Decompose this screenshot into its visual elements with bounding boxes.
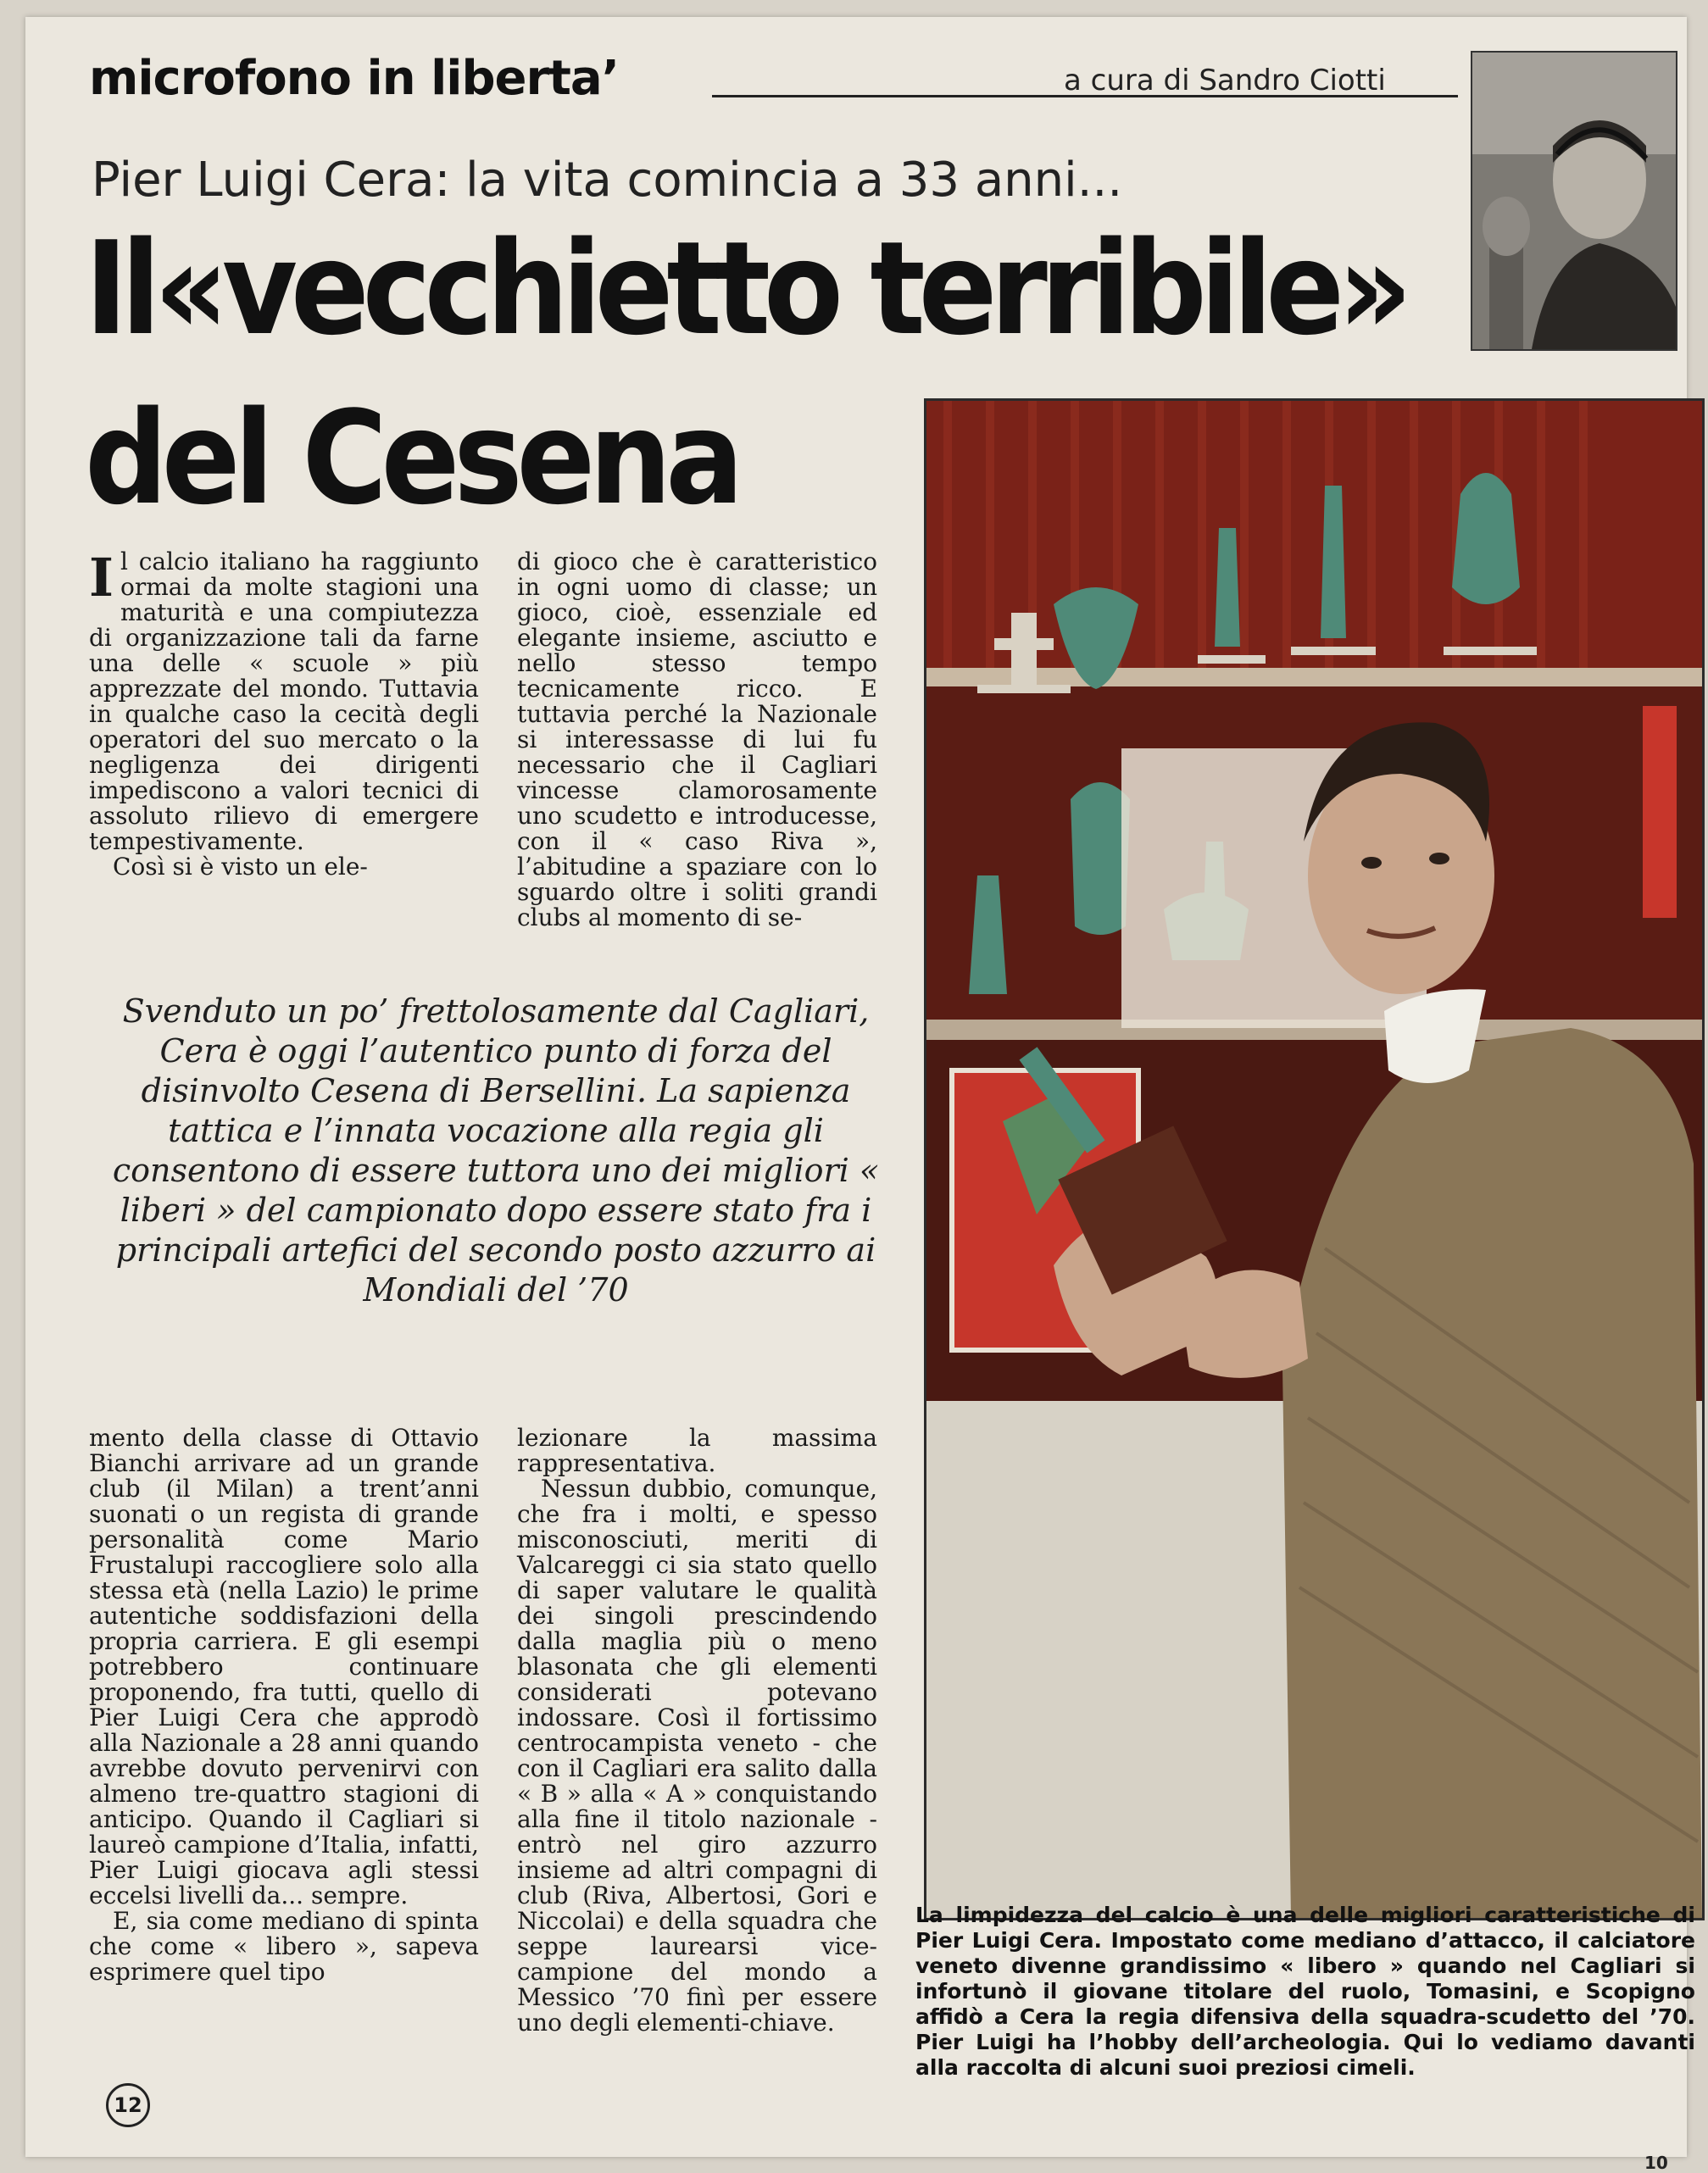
- paragraph: mento della classe di Ottavio Bianchi arrivare ad un grande club (il Milan) a trent’anni suonati o un regista di grande personalità come Mario Frustalupi raccogliere solo alla stessa età (nella Lazio) le prime autentiche soddisfazioni della propria carriera. E gli esempi potrebbero continuare proponendo, fra tutti, quello di Pier Luigi Cera che approdò alla Nazionale a 28 anni quando avrebbe dovuto pervenirvi con almeno tre-quattro stagioni di anticipo. Quando il Cagliari si laureò campione d’Italia, infatti, Pier Luigi giocava agli stessi eccelsi livelli da... sempre.: [89, 1424, 479, 1909]
- lead-standfirst: Svenduto un po’ frettolosamente dal Cagliari, Cera è oggi l’autentico punto di forza del disinvolto Cesena di Bersellini. La sapienza tattica e l’innata vocazione alla regia gli consentono di essere tuttora uno dei migliori « liberi » del campionato dopo essere stato fra i principali artefici del secondo posto azzurro ai Mondiali del ’70: [112, 992, 880, 1309]
- body-column-2: [517, 549, 877, 931]
- article-title-line1: Il«vecchietto terribile»: [85, 214, 1406, 364]
- photo-caption: La limpidezza del calcio è una delle migliori caratteristiche di Pier Luigi Cera. Impostato come mediano d’attacco, il calciatore veneto divenne grandissimo « libero » quando nel Cagliari si infortunò il giovane titolare del ruolo, Tomasini, e Scopigno affidò a Cera la regia difensiva della squadra-scudetto del ’70. Pier Luigi ha l’hobby dell’archeologia. Qui lo vediamo davanti alla raccolta di alcuni suoi preziosi cimeli.: [915, 1903, 1695, 2080]
- paragraph: E, sia come mediano di spinta che come « libero », sapeva esprimere quel tipo: [89, 1907, 479, 1986]
- paragraph: Così si è visto un ele-: [113, 853, 368, 881]
- article-subtitle: Pier Luigi Cera: la vita comincia a 33 anni...: [92, 153, 1123, 208]
- magazine-page: [25, 17, 1695, 2173]
- page-number: 12: [106, 2083, 150, 2127]
- article-title-line2: del Cesena: [85, 383, 738, 533]
- drop-cap: I: [89, 547, 114, 609]
- paragraph: Nessun dubbio, comunque, che fra i molti, e spesso misconosciuti, meriti di Valcareggi ci sia stato quello di saper valutare le qualità dei singoli prescindendo dalla maglia più o meno blasonata che gli elementi considerati potevano indossare. Così il fortissimo centrocampista veneto - che con il Cagliari era salito dalla « B » alla « A » conquistando alla fine il titolo nazionale - entrò nel giro azzurro insieme ad altri compagni di club (Riva, Albertosi, Gori e Niccolai) e della squadra che seppe laurearsi vice-campione del mondo a Messico ’70 finì per essere uno degli elementi-chiave.: [517, 1475, 877, 2037]
- body-column-1: [89, 549, 479, 880]
- feature-photo: [924, 398, 1705, 1920]
- body-column-3: [89, 1426, 479, 1985]
- body-column-4: [517, 1426, 877, 2036]
- curator-photo: [1471, 51, 1677, 351]
- paragraph: lezionare la massima rappresentativa.: [517, 1424, 877, 1477]
- curator-credit: a cura di Sandro Ciotti: [1064, 64, 1386, 97]
- paragraph: l calcio italiano ha raggiunto ormai da molte stagioni una maturità e una compiutezza di organizzazione tali da farne una delle « scuole » più apprezzate del mondo. Tuttavia in qualche caso la cecità degli operatori del suo mercato o la negligenza dei dirigenti impediscono a valori tecnici di assoluto rilievo di emergere tempestivamente.: [89, 547, 479, 855]
- paragraph: di gioco che è caratteristico in ogni uomo di classe; un gioco, cioè, essenziale ed elegante insieme, asciutto e nello stesso tempo tecnicamente ricco. E tuttavia perché la Nazionale si interessasse di lui fu necessario che il Cagliari vincesse clamorosamente uno scudetto e introducesse, con il « caso Riva », l’abitudine a spaziare con lo sguardo oltre i soliti grandi clubs al momento di se-: [517, 547, 877, 931]
- corner-number: 10: [1644, 2153, 1668, 2173]
- column-rubric: microfono in liberta’: [89, 51, 619, 106]
